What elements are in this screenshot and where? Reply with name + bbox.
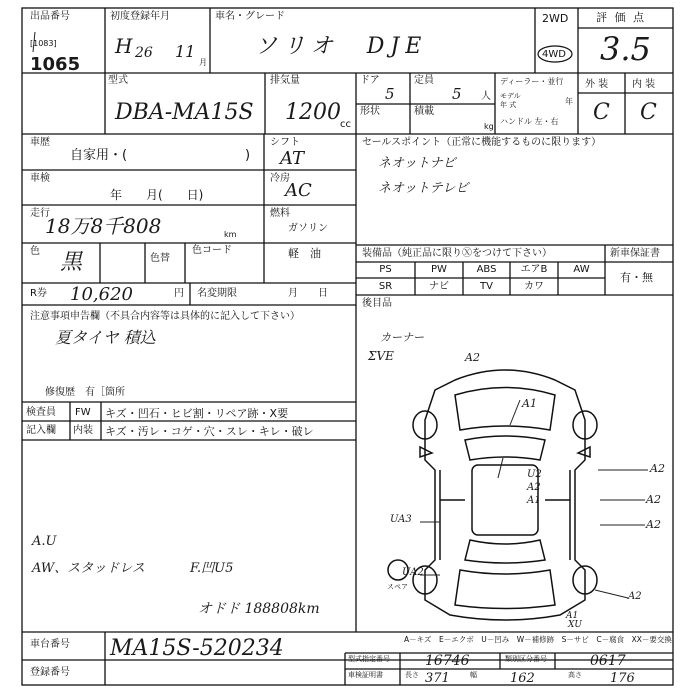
- drive-2wd: 2WD: [542, 12, 569, 25]
- mark-rear-2: A1: [566, 611, 579, 621]
- sales-point-label: セールスポイント（正常に機能するものに限ります）: [362, 137, 602, 148]
- model-year-label-1: モデル: [500, 92, 521, 100]
- mark-roof-2: A2: [527, 482, 541, 493]
- mark-roof-3: A1: [527, 495, 541, 506]
- inspector-label: 検査員: [26, 407, 56, 418]
- month-label: 月: [199, 58, 207, 67]
- reg-no-label: 登録番号: [30, 667, 70, 678]
- mark-rear: A2: [628, 591, 642, 602]
- model-label: 型式: [108, 75, 128, 86]
- mark-rear-3: XU: [568, 620, 582, 630]
- mark-left-1: UA3: [390, 514, 412, 525]
- exterior-grade: C: [593, 100, 610, 125]
- car-name: ソリオ DJE: [255, 34, 428, 59]
- damage-legend: A－キズ E－エクボ U－凹み W－補修跡 S－サビ C－腐食 XX－要交換: [404, 635, 672, 644]
- fuel-label: 燃料: [270, 208, 290, 219]
- inspection-label: 車検: [30, 173, 50, 184]
- notes-value: 夏タイヤ 積込: [55, 328, 156, 347]
- equip-aw: AW: [573, 264, 590, 275]
- sales-point-2: ネオットテレビ: [378, 181, 469, 196]
- class-no-value: 0617: [590, 653, 626, 669]
- inspection-value: 年 月( 日): [110, 188, 204, 202]
- frame-no: MA15S-520234: [110, 636, 284, 661]
- equip-sr: SR: [378, 281, 393, 292]
- score: 3.5: [600, 30, 651, 68]
- defect-row-2: キズ・汚レ・コゲ・穴・スレ・キレ・破レ: [105, 425, 314, 438]
- equip-airbag: エアB: [520, 264, 548, 275]
- kg-unit: kg: [484, 122, 494, 131]
- equip-ps: PS: [379, 264, 392, 275]
- equip-leather: カワ: [524, 281, 544, 292]
- cc-unit: cc: [340, 119, 351, 130]
- handle-label: ハンドル 左・右: [500, 117, 559, 126]
- spare-label: スペア: [387, 583, 408, 591]
- dealer-label: ディーラー・並行: [500, 77, 564, 86]
- repair-history: 修復歴 有［箇所: [45, 387, 125, 398]
- width-label: 幅: [470, 671, 477, 679]
- equip-pw: PW: [431, 264, 447, 275]
- plate-no-label: 車台番号: [30, 639, 70, 650]
- lot-number: 1065: [30, 54, 81, 75]
- mileage-label: 走行: [30, 208, 50, 219]
- first-reg-label: 初度登録年月: [110, 11, 170, 22]
- history-close: ): [245, 148, 251, 163]
- interior-label: 内 装: [632, 79, 656, 90]
- sales-point-1: ネオットナビ: [378, 156, 456, 171]
- entry-label: 記入欄: [26, 425, 56, 436]
- equip-abs: ABS: [476, 264, 497, 275]
- mark-roof-1: U2: [527, 469, 542, 480]
- lot-ref: [1083]: [30, 39, 57, 48]
- notes-title: 注意事項申告欄（不具合内容等は具体的に記入して下さい）: [30, 311, 300, 322]
- equipment-label: 装備品（純正品に限りⓍをつけて下さい）: [362, 248, 552, 259]
- defect-row-1: キズ・凹石・ヒビ割・リペア跡・X要: [105, 407, 289, 420]
- color-code-label: 色コード: [192, 245, 232, 256]
- name-change-value: 月 日: [288, 288, 328, 299]
- exterior-label: 外 装: [585, 79, 609, 90]
- doors-value: 5: [385, 85, 395, 103]
- recycle-label: R券: [30, 288, 47, 299]
- height-label: 高さ: [568, 671, 582, 679]
- mark-left-2: UA2: [402, 567, 424, 578]
- repaint-label: 色替: [150, 253, 170, 264]
- mark-right-1: A2: [650, 462, 665, 475]
- fuel-gas: ガソリン: [288, 223, 328, 234]
- fuel-diesel: 軽 油: [288, 247, 321, 260]
- rear-seat-label: 後目品: [362, 298, 392, 309]
- shift-label: シフト: [270, 137, 300, 148]
- car-outline-diagram: [388, 370, 597, 620]
- type-cert-label: 型式指定番号: [348, 655, 390, 663]
- capacity-value: 5: [452, 85, 462, 103]
- fw-label: FW: [75, 407, 91, 418]
- interior-grade: C: [640, 100, 657, 125]
- load-label: 積載: [414, 106, 434, 117]
- aircon-label: 冷房: [270, 173, 290, 184]
- dims-label: 車検証明書: [348, 671, 383, 679]
- car-note-1: カーナー: [380, 331, 424, 344]
- warranty-label: 新車保証書: [610, 248, 660, 259]
- year-suffix: 年: [565, 97, 573, 106]
- capacity-label: 定員: [414, 75, 434, 86]
- model-value: DBA-MA15S: [115, 100, 254, 125]
- reg-month: 11: [175, 42, 196, 61]
- model-year-label-2: 年 式: [500, 101, 517, 109]
- type-cert-value: 16746: [425, 653, 470, 669]
- name-change-label: 名変期限: [197, 288, 237, 299]
- class-no-label: 類別区分番号: [505, 655, 547, 663]
- length-value: 371: [425, 671, 450, 686]
- displacement-value: 1200: [285, 100, 341, 125]
- equip-navi: ナビ: [429, 281, 449, 292]
- lot-no-label: 出品番号: [30, 11, 70, 22]
- history-value: 自家用・(: [70, 148, 128, 163]
- history-label: 車歴: [30, 137, 50, 148]
- score-label: 評 価 点: [596, 11, 646, 24]
- aircon-value: AC: [285, 180, 312, 201]
- width-value: 162: [510, 671, 535, 686]
- mileage-value: 18万8千808: [45, 214, 162, 238]
- left-note-1: A.U: [32, 534, 57, 549]
- person-unit: 人: [481, 91, 491, 102]
- fender-note: F.凹U5: [190, 561, 234, 576]
- equip-tv: TV: [480, 281, 493, 292]
- shape-label: 形状: [360, 106, 380, 117]
- color-value: 黒: [60, 250, 83, 275]
- era: H: [115, 34, 133, 58]
- length-label: 長さ: [405, 671, 419, 679]
- yen-unit: 円: [174, 288, 184, 299]
- left-note-2: AW、スタッドレス: [32, 561, 145, 576]
- mark-right-2: A2: [646, 493, 661, 506]
- odo-note: オドド 188808km: [198, 601, 320, 617]
- color-label: 色: [30, 246, 40, 257]
- mark-right-3: A2: [646, 518, 661, 531]
- recycle-value: 10,620: [70, 284, 133, 305]
- inside-label: 内装: [73, 425, 93, 436]
- reg-year: 26: [135, 45, 153, 61]
- displacement-label: 排気量: [270, 75, 300, 86]
- mark-front: A2: [465, 351, 480, 364]
- car-note-2: ΣVE: [368, 349, 394, 363]
- drive-4wd: 4WD: [542, 49, 566, 60]
- doors-label: ドア: [360, 75, 380, 86]
- mark-hood: A1: [522, 397, 537, 410]
- km-unit: km: [224, 230, 237, 239]
- warranty-value: 有・無: [620, 271, 653, 284]
- height-value: 176: [610, 671, 635, 686]
- car-name-label: 車名・グレード: [215, 11, 285, 22]
- shift-value: AT: [280, 148, 305, 169]
